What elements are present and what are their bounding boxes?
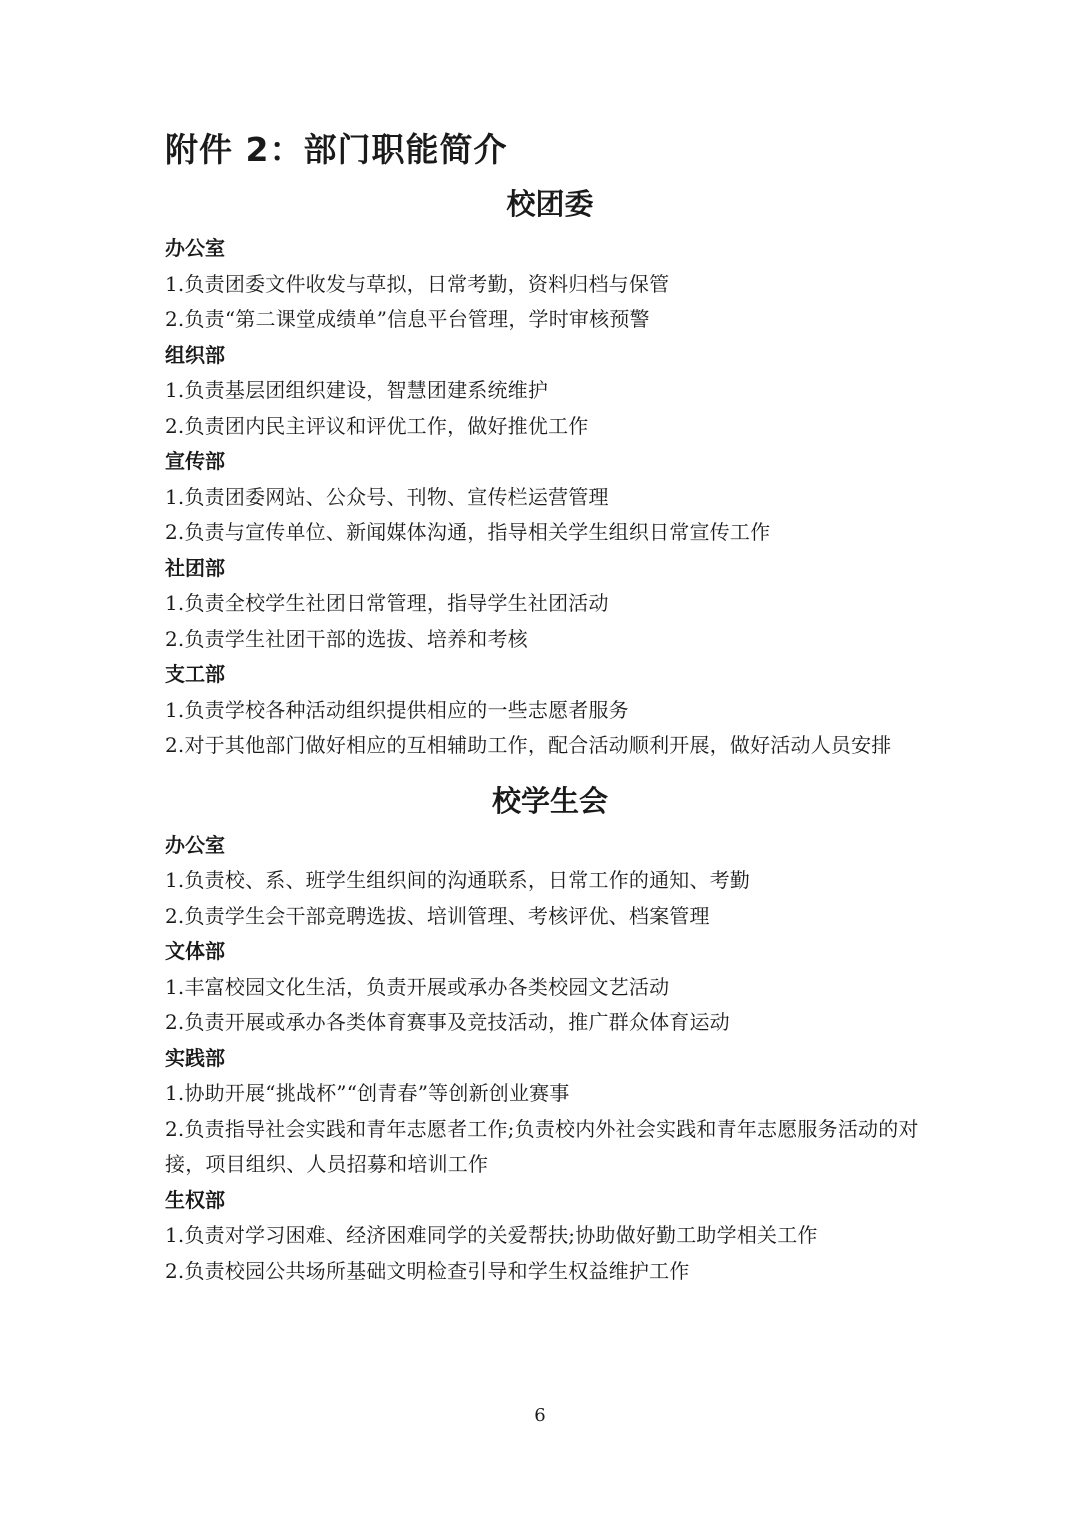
department-block bbox=[165, 231, 935, 338]
duty-item: 2.负责学生社团干部的选拔、培养和考核 bbox=[165, 626, 528, 651]
department-block bbox=[165, 1041, 935, 1183]
duty-item: 2.负责与宣传单位、新闻媒体沟通，指导相关学生组织日常宣传工作 bbox=[165, 520, 771, 544]
duty-item: 1.协助开展“挑战杯”“创青春”等创新创业赛事 bbox=[165, 1081, 570, 1105]
department-name: 生权部 bbox=[165, 1187, 225, 1212]
duty-item: 1.负责团委文件收发与草拟，日常考勤，资料归档与保管 bbox=[165, 271, 670, 296]
duty-item: 1.负责全校学生社团日常管理，指导学生社团活动 bbox=[165, 591, 609, 615]
document-body bbox=[165, 127, 935, 1289]
duty-item: 1.负责团委网站、公众号、刊物、宣传栏运营管理 bbox=[165, 484, 609, 509]
duty-item: 2.负责学生会干部竞聘选拔、培训管理、考核评优、档案管理 bbox=[165, 903, 710, 928]
department-name: 组织部 bbox=[165, 342, 225, 367]
duty-item: 2.负责团内民主评议和评优工作，做好推优工作 bbox=[165, 413, 589, 438]
duty-item: 1.负责学校各种活动组织提供相应的一些志愿者服务 bbox=[165, 697, 629, 722]
department-name: 办公室 bbox=[165, 236, 225, 260]
department-name: 办公室 bbox=[165, 832, 225, 857]
department-name: 支工部 bbox=[165, 662, 225, 686]
duty-item: 2.负责开展或承办各类体育赛事及竞技活动，推广群众体育运动 bbox=[165, 1010, 730, 1034]
department-block bbox=[165, 934, 935, 1041]
department-name: 宣传部 bbox=[165, 449, 225, 473]
page-number: 6 bbox=[534, 1405, 546, 1426]
duty-item: 2.负责指导社会实践和青年志愿者工作;负责校内外社会实践和青年志愿服务活动的对接，项目组织、人员招募和培训工作 bbox=[165, 1116, 919, 1176]
department-name: 社团部 bbox=[165, 555, 225, 580]
department-block bbox=[165, 828, 935, 935]
department-block bbox=[165, 551, 935, 658]
duty-item: 2.负责“第二课堂成绩单”信息平台管理，学时审核预警 bbox=[165, 307, 650, 331]
section-title-student-union: 校学生会 bbox=[491, 783, 608, 818]
duty-item: 2.负责校园公共场所基础文明检查引导和学生权益维护工作 bbox=[165, 1258, 690, 1283]
department-block bbox=[165, 1183, 935, 1290]
duty-item: 1.负责基层团组织建设，智慧团建系统维护 bbox=[165, 378, 549, 402]
department-name: 文体部 bbox=[165, 939, 225, 963]
department-block bbox=[165, 657, 935, 764]
duty-item: 1.负责校、系、班学生组织间的沟通联系，日常工作的通知、考勤 bbox=[165, 868, 751, 892]
duty-item: 2.对于其他部门做好相应的互相辅助工作，配合活动顺利开展，做好活动人员安排 bbox=[165, 733, 892, 757]
section-title-youth-league: 校团委 bbox=[506, 187, 594, 221]
duty-item: 1.负责对学习困难、经济困难同学的关爱帮扶;协助做好勤工助学相关工作 bbox=[165, 1223, 818, 1247]
department-block bbox=[165, 338, 935, 445]
department-name: 实践部 bbox=[165, 1045, 225, 1070]
duty-item: 1.丰富校园文化生活，负责开展或承办各类校园文艺活动 bbox=[165, 974, 670, 999]
department-block bbox=[165, 444, 935, 551]
attachment-title: 附件 2：部门职能简介 bbox=[165, 130, 508, 169]
